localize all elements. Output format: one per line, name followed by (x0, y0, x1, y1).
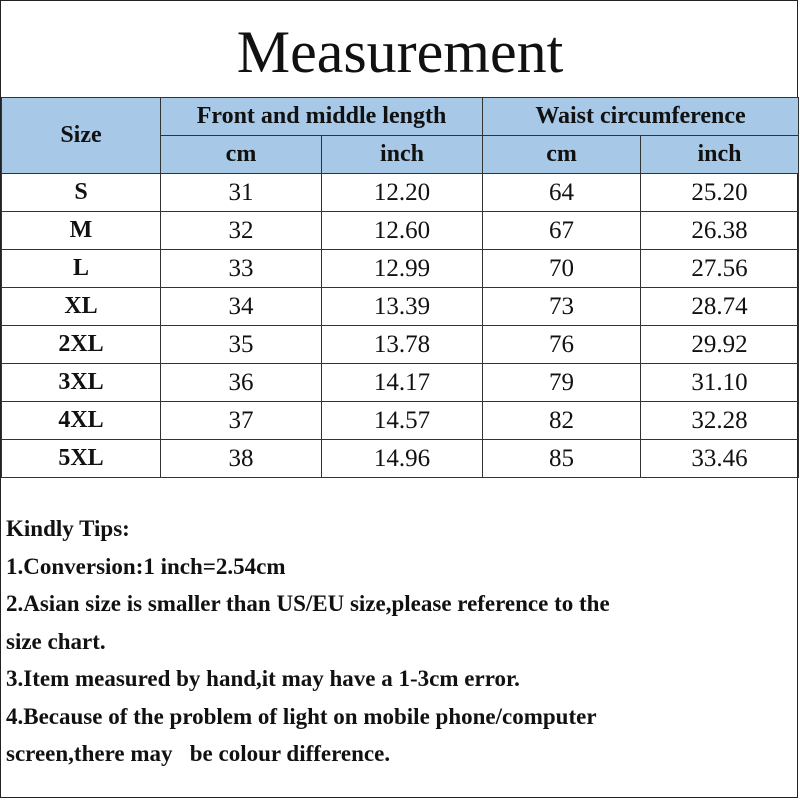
unit-header: cm (161, 136, 322, 174)
table-cell: 14.17 (322, 364, 483, 402)
table-header-row (2, 98, 799, 136)
table-cell: 82 (483, 402, 641, 440)
table-row (2, 440, 799, 478)
size-cell: 4XL (2, 402, 161, 440)
table-cell: 76 (483, 326, 641, 364)
tip-line: 3.Item measured by hand,it may have a 1-3cm error. (6, 666, 520, 691)
unit-header: inch (641, 136, 799, 174)
size-cell: 3XL (2, 364, 161, 402)
table-row (2, 174, 799, 212)
table-cell: 26.38 (641, 212, 799, 250)
table-cell: 31 (161, 174, 322, 212)
table-cell: 38 (161, 440, 322, 478)
table-cell: 12.99 (322, 250, 483, 288)
table-cell: 33.46 (641, 440, 799, 478)
kindly-tips (6, 510, 786, 773)
table-row (2, 288, 799, 326)
length-group-header: Front and middle length (161, 98, 483, 136)
table-cell: 36 (161, 364, 322, 402)
size-cell: 5XL (2, 440, 161, 478)
table-body (2, 174, 799, 478)
table-cell: 64 (483, 174, 641, 212)
table-row (2, 212, 799, 250)
table-cell: 28.74 (641, 288, 799, 326)
table-cell: 37 (161, 402, 322, 440)
table-row (2, 250, 799, 288)
table-cell: 14.57 (322, 402, 483, 440)
table-row (2, 364, 799, 402)
page-title: Measurement (236, 19, 564, 85)
size-cell: XL (2, 288, 161, 326)
tips-heading: Kindly Tips: (6, 516, 130, 541)
table-cell: 14.96 (322, 440, 483, 478)
table-cell: 13.39 (322, 288, 483, 326)
table-cell: 25.20 (641, 174, 799, 212)
table-cell: 73 (483, 288, 641, 326)
table-cell: 27.56 (641, 250, 799, 288)
table-cell: 85 (483, 440, 641, 478)
tip-line: size chart. (6, 628, 106, 654)
size-header: Size (2, 98, 161, 174)
table-cell: 29.92 (641, 326, 799, 364)
table-row (2, 402, 799, 440)
table-cell: 12.20 (322, 174, 483, 212)
tip-line: screen,there may be colour difference. (6, 741, 391, 766)
size-table (1, 97, 799, 478)
table-cell: 32.28 (641, 402, 799, 440)
tip-line: 4.Because of the problem of light on mobile phone/computer (6, 703, 597, 729)
table-cell: 79 (483, 364, 641, 402)
table-cell: 67 (483, 212, 641, 250)
size-cell: L (2, 250, 161, 288)
table-cell: 70 (483, 250, 641, 288)
waist-group-header: Waist circumference (483, 98, 799, 136)
table-cell: 35 (161, 326, 322, 364)
table-cell: 34 (161, 288, 322, 326)
size-cell: M (2, 212, 161, 250)
table-cell: 13.78 (322, 326, 483, 364)
size-cell: S (2, 174, 161, 212)
unit-header: inch (322, 136, 483, 174)
table-cell: 32 (161, 212, 322, 250)
table-cell: 12.60 (322, 212, 483, 250)
table-cell: 33 (161, 250, 322, 288)
tip-line: 2.Asian size is smaller than US/EU size,please reference to the (6, 591, 610, 616)
tip-line: 1.Conversion:1 inch=2.54cm (6, 553, 286, 579)
size-cell: 2XL (2, 326, 161, 364)
unit-header: cm (483, 136, 641, 174)
table-cell: 31.10 (641, 364, 799, 402)
table-row (2, 326, 799, 364)
